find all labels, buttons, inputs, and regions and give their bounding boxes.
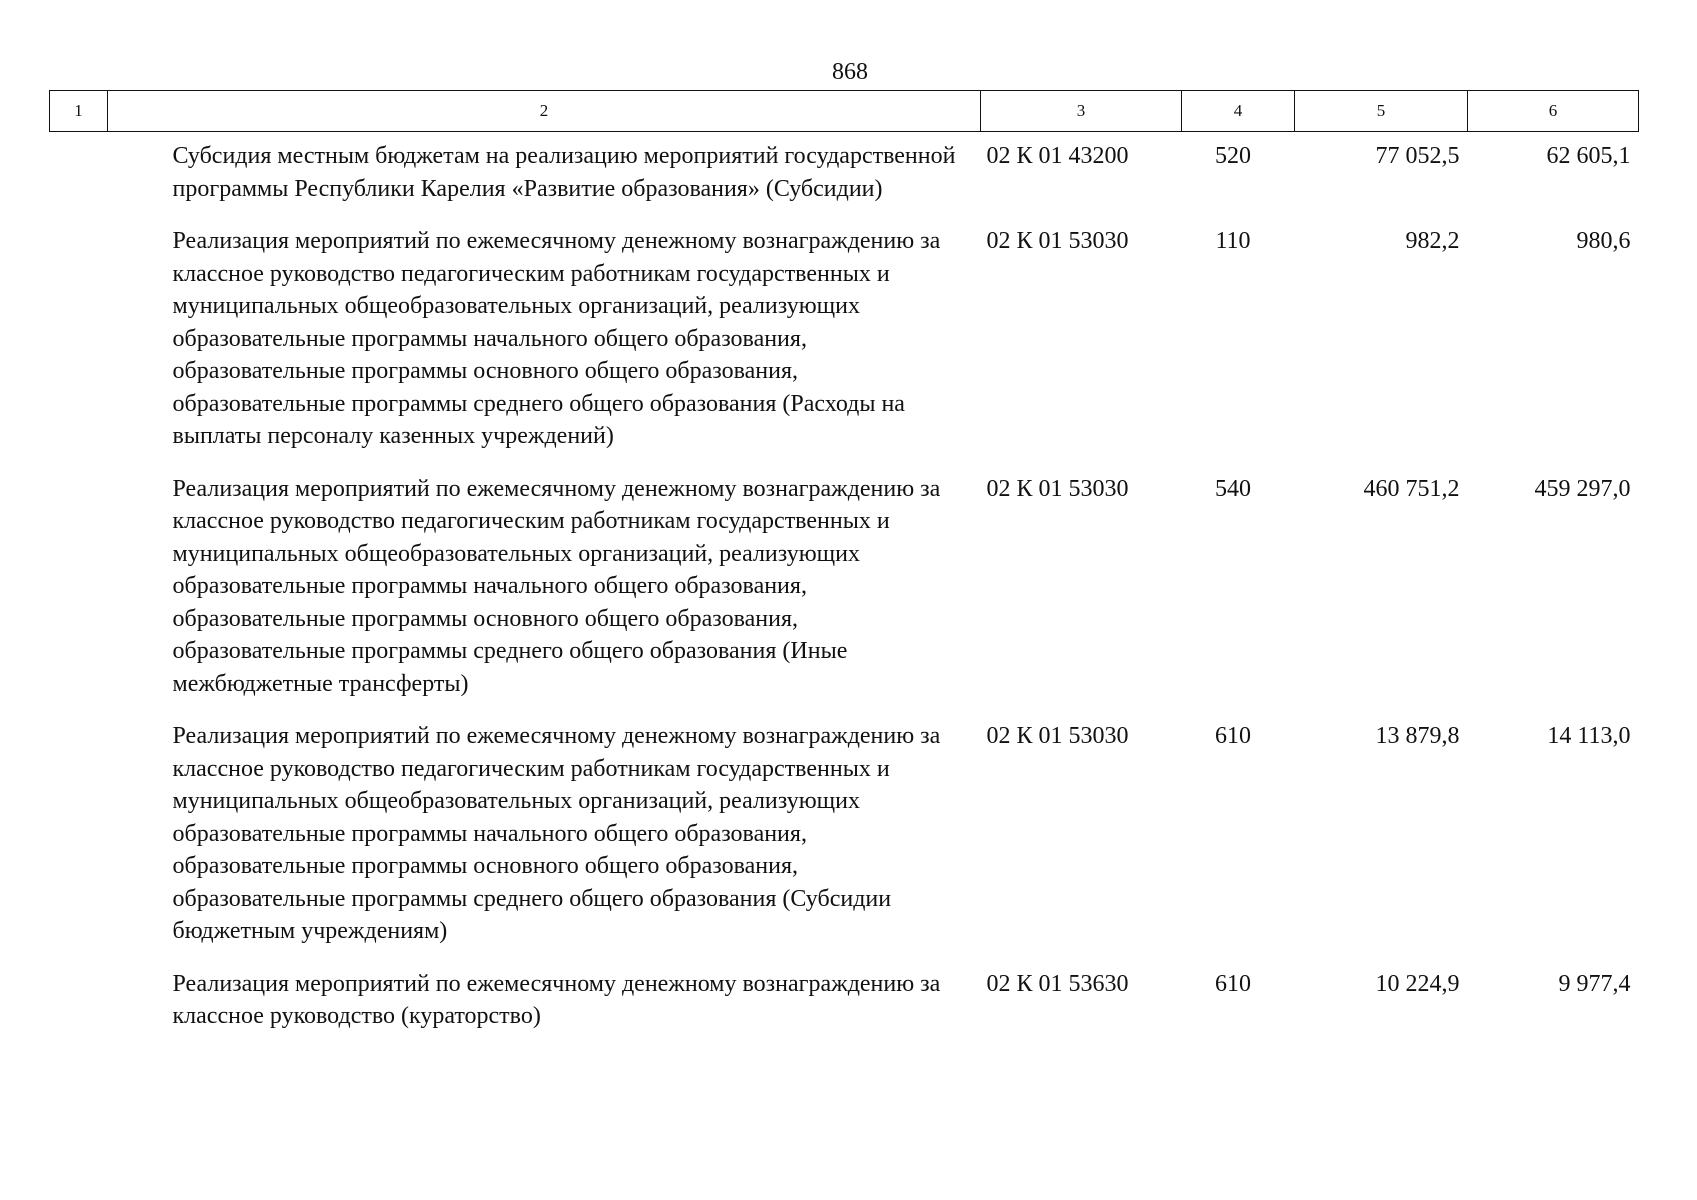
expense-type-code: 610 xyxy=(1215,723,1251,749)
column-header-2: 2 xyxy=(108,91,981,132)
amount-column-5: 982,2 xyxy=(1405,228,1460,254)
table-row xyxy=(50,132,1639,218)
amount-column-5: 460 751,2 xyxy=(1363,475,1460,502)
budget-table xyxy=(49,90,1639,1045)
amount-column-6: 9 977,4 xyxy=(1558,970,1631,997)
header-row xyxy=(50,91,1639,132)
table-row xyxy=(50,712,1639,960)
column-header-3: 3 xyxy=(981,91,1182,132)
amount-column-6: 14 113,0 xyxy=(1547,723,1631,749)
column-header-6: 6 xyxy=(1468,91,1639,132)
table-header xyxy=(50,91,1639,132)
expense-type-code: 540 xyxy=(1215,475,1251,502)
expense-type-code: 610 xyxy=(1215,970,1251,997)
table-row xyxy=(50,960,1639,1045)
description-cell: Субсидия местным бюджетам на реализацию мероприятий государственной программы Республики Карелия «Развитие образования» (Субсидии) xyxy=(172,143,956,202)
row-number-cell xyxy=(50,217,108,465)
row-number-cell xyxy=(50,465,108,713)
target-article-code: 02 К 01 53030 xyxy=(986,228,1129,254)
amount-column-5: 77 052,5 xyxy=(1375,143,1460,169)
expense-type-code: 110 xyxy=(1215,228,1251,254)
table-row xyxy=(50,217,1639,465)
column-header-1: 1 xyxy=(50,91,108,132)
target-article-code: 02 К 01 43200 xyxy=(986,143,1129,169)
column-header-4: 4 xyxy=(1182,91,1295,132)
row-number-cell xyxy=(50,132,108,218)
amount-column-5: 13 879,8 xyxy=(1375,723,1460,749)
row-number-cell xyxy=(50,960,108,1045)
row-number-cell xyxy=(50,712,108,960)
description-cell: Реализация мероприятий по ежемесячному денежному вознаграждению за классное руководство педагогическим работникам государственных и муниципальных общеобразовательных организаций, реализующих образовательные программы начального общего образования, образовательные программы основного общего образования, образовательные программы среднего общего образования (Иные межбюджетные трансферты) xyxy=(172,475,941,697)
description-cell: Реализация мероприятий по ежемесячному денежному вознаграждению за классное руководство педагогическим работникам государственных и муниципальных общеобразовательных организаций, реализующих образовательные программы начального общего образования, образовательные программы основного общего образования, образовательные программы среднего общего образования (Расходы на выплаты персоналу казенных учреждений) xyxy=(172,228,941,449)
description-cell: Реализация мероприятий по ежемесячному денежному вознаграждению за классное руководство (кураторство) xyxy=(172,970,941,1029)
table-row xyxy=(50,465,1639,713)
column-header-5: 5 xyxy=(1295,91,1468,132)
page-number: 868 xyxy=(832,59,868,85)
amount-column-6: 980,6 xyxy=(1576,228,1631,254)
expense-type-code: 520 xyxy=(1215,143,1251,169)
amount-column-6: 62 605,1 xyxy=(1546,143,1631,169)
amount-column-6: 459 297,0 xyxy=(1534,475,1631,502)
target-article-code: 02 К 01 53030 xyxy=(986,475,1129,502)
target-article-code: 02 К 01 53630 xyxy=(986,970,1129,997)
table-body xyxy=(50,132,1639,1045)
target-article-code: 02 К 01 53030 xyxy=(986,723,1129,749)
description-cell: Реализация мероприятий по ежемесячному денежному вознаграждению за классное руководство педагогическим работникам государственных и муниципальных общеобразовательных организаций, реализующих образовательные программы начального общего образования, образовательные программы основного общего образования, образовательные программы среднего общего образования (Субсидии бюджетным учреждениям) xyxy=(172,723,941,944)
amount-column-5: 10 224,9 xyxy=(1375,970,1460,997)
